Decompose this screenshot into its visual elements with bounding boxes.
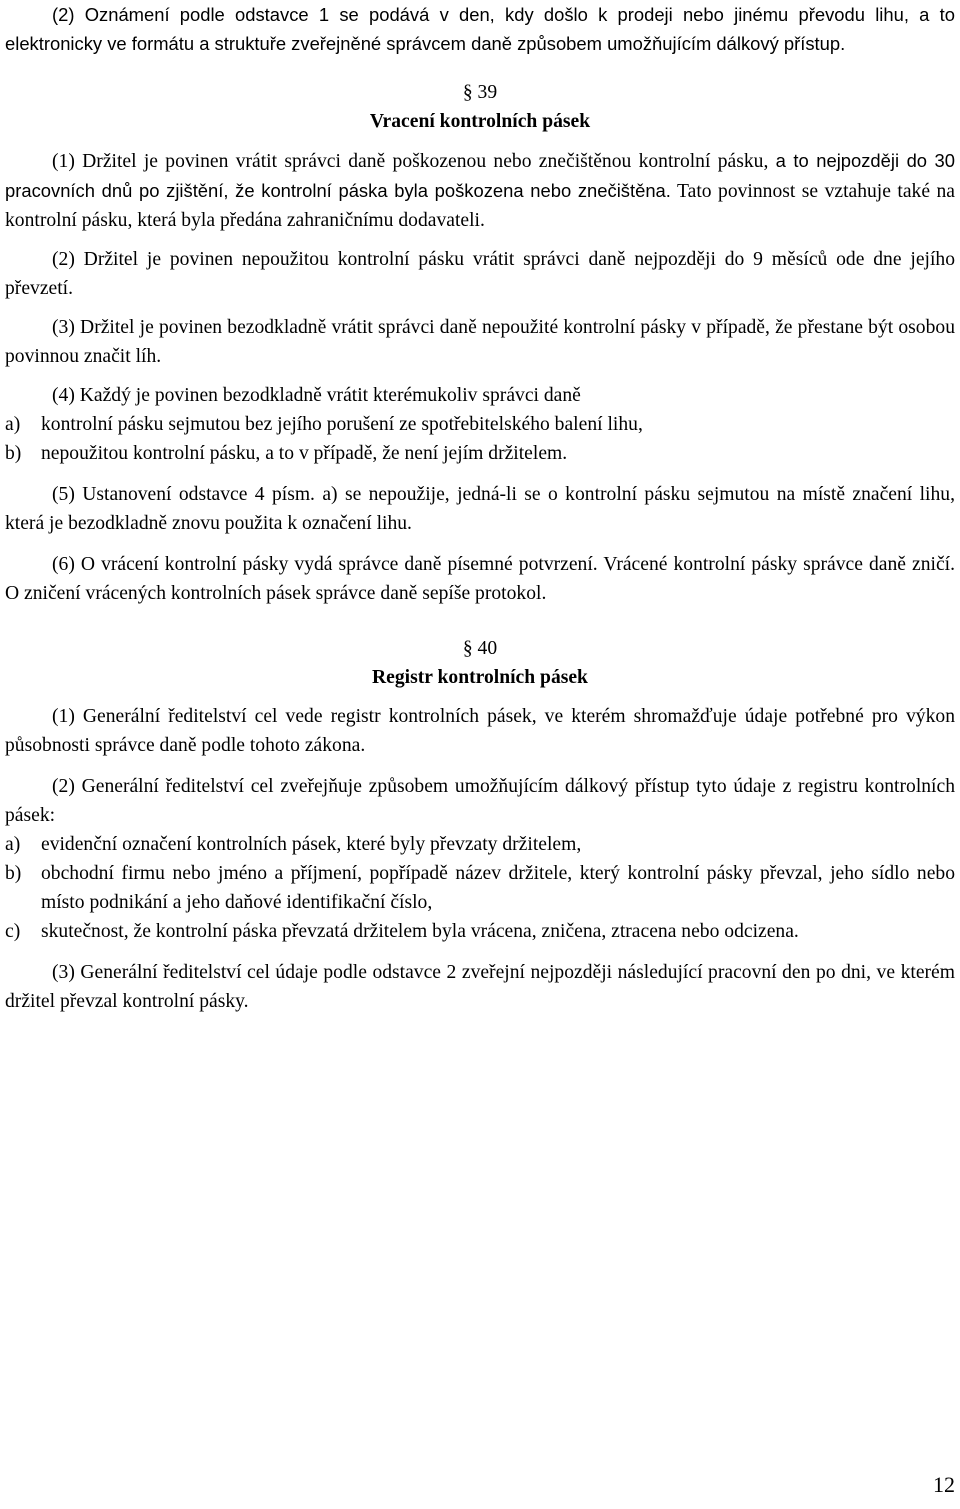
item-label: b) (5, 443, 22, 464)
section-40-paragraph-2-item-c (5, 917, 955, 946)
section-40-title: Registr kontrolních pásek (372, 667, 588, 688)
section-39-number: § 39 (462, 82, 498, 103)
section-39-paragraph-4-item-b (5, 439, 955, 468)
section-40-paragraph-2-item-b (5, 859, 955, 917)
section-39-paragraph-4-item-a (5, 410, 955, 439)
section-39-paragraph-1-start: (1) Držitel je povinen vrátit správci daně poškozenou nebo znečištěnou kontrolní pásku, (52, 151, 769, 172)
page-number: 12 (933, 1472, 955, 1497)
section-39-paragraph-5: (5) Ustanovení odstavce 4 písm. a) se nepoužije, jedná-li se o kontrolní pásku sejmutou na místě značení lihu, která je bezodkladně znovu použita k označení lihu. (5, 484, 955, 534)
section-39-paragraph-1-rest: Tato povinnost se vztahuje také na kontrolní pásku, která byla předána zahraničnímu dodavateli. (5, 181, 956, 231)
section-40-paragraph-2-item-a (5, 830, 955, 859)
section-39-paragraph-3: (3) Držitel je povinen bezodkladně vrátit správci daně nepoužité kontrolní pásky v případě, že přestane být osobou povinnou značit líh. (5, 317, 955, 367)
item-text: skutečnost, že kontrolní páska převzatá držitelem byla vrácena, zničena, ztracena nebo odcizena. (41, 921, 799, 942)
item-text: evidenční označení kontrolních pásek, které byly převzaty držitelem, (41, 834, 582, 855)
paragraph-intro-2: (2) Oznámení podle odstavce 1 se podává v den, kdy došlo k prodeji nebo jinému převodu lihu, a to elektronicky ve formátu a struktuře zveřejněné správcem daně způsobem umožňujícím dálkový přístup. (5, 4, 955, 54)
item-text: obchodní firmu nebo jméno a příjmení, popřípadě název držitele, který kontrolní pásky převzal, jeho sídlo nebo místo podnikání a jeho daňové identifikační číslo, (41, 863, 955, 913)
section-40-number: § 40 (462, 638, 498, 659)
section-39-title: Vracení kontrolních pásek (369, 111, 591, 132)
section-40-paragraph-3: (3) Generální ředitelství cel údaje podle odstavce 2 zveřejní nejpozději následující pracovní den po dni, ve kterém držitel převzal kontrolní pásky. (5, 962, 955, 1012)
item-label: a) (5, 414, 21, 435)
section-39-paragraph-1 (5, 146, 955, 235)
document-page (5, 0, 955, 1016)
item-label: c) (5, 921, 21, 942)
section-39-paragraph-6: (6) O vrácení kontrolní pásky vydá správce daně písemné potvrzení. Vrácené kontrolní pásky správce daně zničí. O zničení vrácených kontrolních pásek správce daně sepíše protokol. (5, 554, 955, 604)
section-39-paragraph-1-sans: a to nejpozději do 30 pracovních dnů po zjištění, že kontrolní páska byla poškozena nebo znečištěna. (5, 150, 955, 201)
section-39-paragraph-4: (4) Každý je povinen bezodkladně vrátit kterémukoliv správci daně (52, 385, 581, 406)
item-text: nepoužitou kontrolní pásku, a to v případě, že není jejím držitelem. (41, 443, 568, 464)
section-40-paragraph-2: (2) Generální ředitelství cel zveřejňuje způsobem umožňujícím dálkový přístup tyto údaje z registru kontrolních pásek: (5, 776, 955, 826)
item-label: b) (5, 863, 22, 884)
section-39-paragraph-2: (2) Držitel je povinen nepoužitou kontrolní pásku vrátit správci daně nejpozději do 9 měsíců ode dne jejího převzetí. (5, 249, 955, 299)
item-text: kontrolní pásku sejmutou bez jejího porušení ze spotřebitelského balení lihu, (41, 414, 643, 435)
section-40-paragraph-1: (1) Generální ředitelství cel vede registr kontrolních pásek, ve kterém shromažďuje údaje potřebné pro výkon působnosti správce daně podle tohoto zákona. (5, 706, 955, 756)
item-label: a) (5, 834, 21, 855)
